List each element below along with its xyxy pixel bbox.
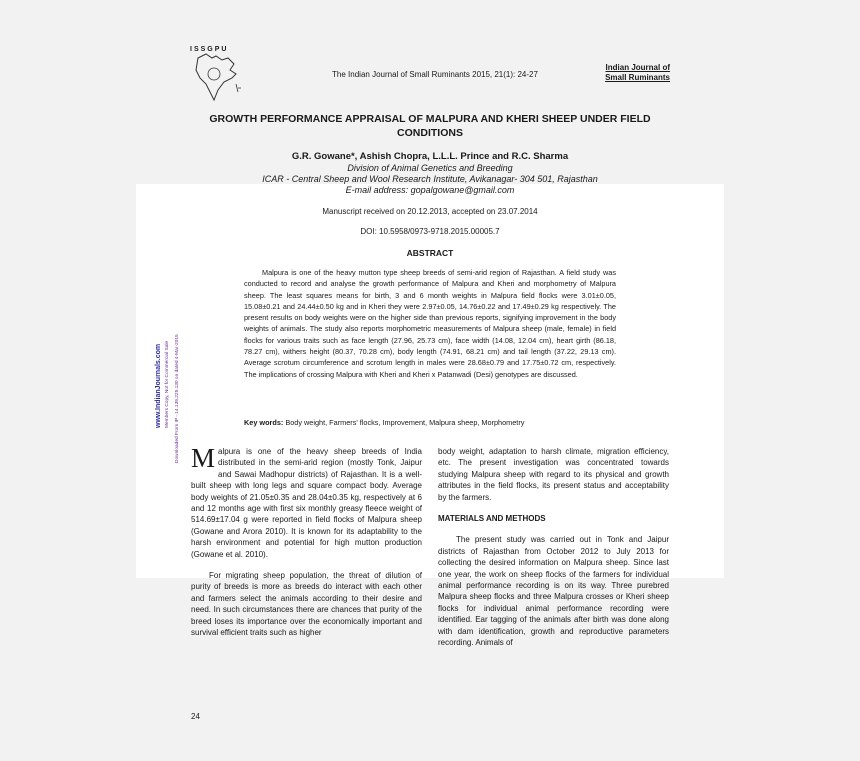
issgpu-logo: [188, 44, 258, 106]
journal-citation: The Indian Journal of Small Ruminants 2015, 21(1): 24-27: [332, 70, 538, 79]
right-column: [438, 446, 669, 649]
doi: DOI: 10.5958/0973-9718.2015.00005.7: [360, 227, 500, 236]
author-email: E-mail address: gopalgowane@gmail.com: [345, 185, 515, 195]
keywords-label: Key words:: [244, 418, 284, 427]
paragraph-spacer: [191, 560, 422, 570]
intro-text: alpura is one of the heavy sheep breeds of India distributed in the semi-arid region (mostly Tonk, Jaipur and Sawai Madhopur districts) of Rajasthan. It is a well-built sheep with long legs and square compact body. Average body weights of 21.05±0.35 and 28.04±0.35 kg, respectively at 6 and 12 months age with first six monthly greasy fleece weight of 514.69±17.04 g were reported in field flocks of Malpura sheep (Gowane and Arora 2010). It is known for its adaptability to the harsh environment and potential for high mutton production (Gowane et al. 2010).: [191, 447, 422, 559]
page-number: 24: [191, 712, 200, 721]
abstract-body: Malpura is one of the heavy mutton type sheep breeds of semi-arid region of Rajasthan. A field study was conducted to record and analyse the growth performance of Malpura and Kheri and morphometry of Malpura sheep. The least squares means for birth, 3 and 6 month weights in Malpura field flocks were 3.01±0.05, 15.08±0.21 and 24.44±0.50 kg and in Kheri they were 2.97±0.05, 14.76±0.22 and 17.49±0.29 kg respectively. The present results on body weights were on the higher side than previous reports, signifying improvement in the body weights of animals. The study also reports morphometric measurements of Malpura sheep (male, female) in field flocks for various traits such as face length (27.96, 25.73 cm), face width (14.08, 12.04 cm), heart girth (86.18, 78.27 cm), withers height (80.37, 70.28 cm), body length (74.91, 68.21 cm) and tail length (37.22, 29.13 cm). Average scrotum circumference and scrotum length in males were 28.68±0.79 and 17.75±0.72 cm, respectively. The implications of crossing Malpura with Kheri and Kheri x Patanwadi (Desi) genotypes are discussed.: [244, 268, 616, 379]
methods-paragraph: The present study was carried out in Tonk and Jaipur districts of Rajasthan from October 2012 to July 2013 for collecting the desired information on Malpura sheep. Since last one year, the work on sheep flocks of the farmers for individual animal performance recording is on its way. Three purebred Malpura sheep flocks and three Malpura crosses or Kheri sheep flocks for individual animal performance recording were identified. Ear tagging of the animals after birth was done along with dam identification, growth and reproductive parameters recording. Animals of: [438, 535, 669, 648]
side-watermark: [108, 300, 308, 463]
abstract-heading: ABSTRACT: [406, 248, 454, 258]
keywords-list: Body weight, Farmers' flocks, Improvement, Malpura sheep, Morphometry: [285, 418, 525, 427]
left-column: [191, 443, 422, 639]
continued-paragraph: body weight, adaptation to harsh climate, migration efficiency, etc. The present investigation was concentrated towards studying Malpura sheep with regard to its physical and growth attributes in the field flocks, its present status and acceptability by the farmers.: [438, 447, 669, 502]
article-title: GROWTH PERFORMANCE APPRAISAL OF MALPURA AND KHERI SHEEP UNDER FIELD CONDITIONS: [209, 113, 651, 139]
intro-paragraph: [191, 443, 422, 560]
author-division: Division of Animal Genetics and Breeding: [347, 163, 513, 173]
journal-name: [590, 63, 670, 83]
watermark-site[interactable]: www.IndianJournals.com: [155, 343, 162, 428]
section-heading: MATERIALS AND METHODS: [438, 514, 546, 524]
dropcap: M: [191, 443, 216, 473]
watermark-copy-note: Members Copy, Not for Commercial Sale: [165, 340, 170, 428]
article-authors: G.R. Gowane*, Ashish Chopra, L.L.L. Prince and R.C. Sharma: [291, 151, 569, 162]
manuscript-dates: Manuscript received on 20.12.2013, accepted on 23.07.2014: [322, 207, 538, 216]
author-institute: ICAR - Central Sheep and Wool Research Institute, Avikanagar- 304 501, Rajasthan: [262, 174, 598, 184]
journal-name-line1: Indian Journal of: [605, 63, 670, 72]
journal-name-line2: Small Ruminants: [605, 73, 670, 82]
india-map-icon: [188, 44, 258, 106]
watermark-download-note: Downloaded From IP - 14.139.225.130 on dated 4-Mar-2015: [175, 334, 180, 463]
migration-paragraph: For migrating sheep population, the threat of dilution of purity of breeds is more as breeds do interact with each other and farmers select the animals according to their desire and need. In such circumstances there are chances that purity of the breed loses its importance over the economically important and survival efficient traits such as higher: [191, 571, 422, 638]
logo-text: ISSGPU: [190, 46, 229, 53]
